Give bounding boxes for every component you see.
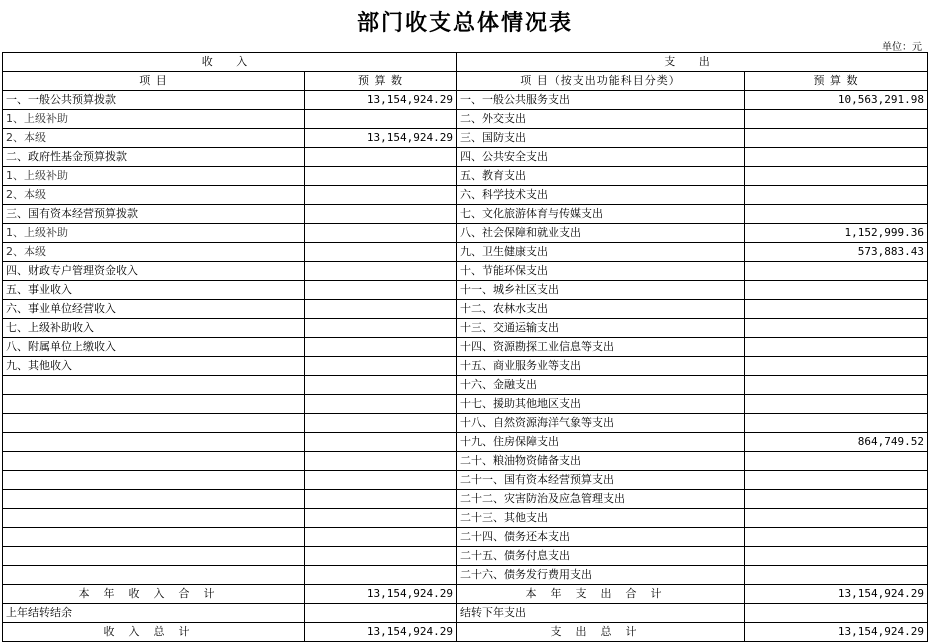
expense-item-cell: 二十五、债务付息支出 [457,547,745,566]
year-income-total-label: 本年收入合计 [3,585,305,604]
expense-budget-cell: 1,152,999.36 [745,224,928,243]
table-row [3,91,928,110]
income-budget-cell [305,509,457,528]
expense-item-cell: 一、一般公共服务支出 [457,91,745,110]
income-budget-cell [305,490,457,509]
expense-item-cell: 七、文化旅游体育与传媒支出 [457,205,745,224]
income-budget-cell [305,148,457,167]
expense-budget-cell: 10,563,291.98 [745,91,928,110]
expense-budget-header: 预 算 数 [745,72,928,91]
expense-budget-cell [745,319,928,338]
expense-budget-cell [745,186,928,205]
income-grand-total-label: 收入总计 [3,623,305,642]
expense-grand-total-value: 13,154,924.29 [745,623,928,642]
income-item-cell [3,471,305,490]
income-item-cell: 一、一般公共预算拨款 [3,91,305,110]
table-row [3,357,928,376]
income-item-cell: 1、上级补助 [3,167,305,186]
expense-budget-cell [745,262,928,281]
income-section-header: 收 入 [3,53,457,72]
expense-grand-total-label: 支出总计 [457,623,745,642]
expense-item-cell: 二十一、国有资本经营预算支出 [457,471,745,490]
expense-item-cell: 十七、援助其他地区支出 [457,395,745,414]
income-item-cell: 1、上级补助 [3,224,305,243]
income-budget-cell [305,376,457,395]
expense-budget-cell [745,167,928,186]
expense-budget-cell [745,110,928,129]
table-row [3,414,928,433]
expense-budget-cell [745,414,928,433]
table-row [3,319,928,338]
expense-item-cell: 五、教育支出 [457,167,745,186]
expense-budget-cell [745,452,928,471]
expense-budget-cell: 864,749.52 [745,433,928,452]
expense-item-cell: 十二、农林水支出 [457,300,745,319]
income-budget-cell [305,243,457,262]
expense-item-cell: 二、外交支出 [457,110,745,129]
expense-budget-cell [745,509,928,528]
table-row [3,338,928,357]
expense-item-cell: 十五、商业服务业等支出 [457,357,745,376]
income-grand-total-value: 13,154,924.29 [305,623,457,642]
table-row [3,452,928,471]
income-item-cell: 六、事业单位经营收入 [3,300,305,319]
table-row [3,205,928,224]
table-row [3,395,928,414]
expense-item-cell: 十、节能环保支出 [457,262,745,281]
grand-total-row [3,623,928,642]
expense-item-cell: 三、国防支出 [457,129,745,148]
table-row [3,110,928,129]
income-budget-cell [305,414,457,433]
expense-budget-cell [745,566,928,585]
income-item-cell: 九、其他收入 [3,357,305,376]
table-row [3,167,928,186]
income-budget-cell [305,566,457,585]
expense-budget-cell [745,205,928,224]
income-budget-cell [305,547,457,566]
table-row [3,186,928,205]
income-item-cell [3,414,305,433]
column-header-row [3,72,928,91]
table-row [3,547,928,566]
table-body [3,91,928,585]
income-item-cell: 八、附属单位上缴收入 [3,338,305,357]
expense-item-cell: 二十二、灾害防治及应急管理支出 [457,490,745,509]
income-budget-cell [305,110,457,129]
income-budget-cell [305,528,457,547]
expense-budget-cell [745,547,928,566]
table-row [3,528,928,547]
income-item-cell [3,376,305,395]
expense-item-cell: 八、社会保障和就业支出 [457,224,745,243]
income-item-cell: 2、本级 [3,243,305,262]
income-item-cell [3,490,305,509]
unit-label: 单位：元 [882,42,922,53]
carryover-row [3,604,928,623]
expense-item-cell: 四、公共安全支出 [457,148,745,167]
expense-item-cell: 九、卫生健康支出 [457,243,745,262]
expense-item-cell: 二十、粮油物资储备支出 [457,452,745,471]
table-row [3,566,928,585]
expense-budget-cell [745,376,928,395]
expense-item-cell: 六、科学技术支出 [457,186,745,205]
expense-section-header: 支 出 [457,53,928,72]
expense-budget-cell [745,490,928,509]
year-expense-total-value: 13,154,924.29 [745,585,928,604]
expense-budget-cell [745,338,928,357]
income-budget-cell [305,471,457,490]
table-row [3,281,928,300]
carryover-expense-value [745,604,928,623]
income-item-header: 项 目 [3,72,305,91]
income-budget-cell [305,395,457,414]
table-row [3,433,928,452]
expense-item-cell: 二十六、债务发行费用支出 [457,566,745,585]
budget-table [2,52,928,642]
income-budget-cell [305,452,457,471]
income-item-cell: 七、上级补助收入 [3,319,305,338]
expense-item-cell: 二十三、其他支出 [457,509,745,528]
expense-budget-cell [745,129,928,148]
income-budget-cell [305,281,457,300]
page-title: 部门收支总体情况表 [356,11,573,36]
expense-budget-cell [745,395,928,414]
carryover-income-value [305,604,457,623]
table-row [3,262,928,281]
carryover-income-label: 上年结转结余 [3,604,305,623]
expense-item-cell: 十九、住房保障支出 [457,433,745,452]
income-budget-cell [305,262,457,281]
income-budget-header: 预 算 数 [305,72,457,91]
income-budget-cell [305,433,457,452]
year-total-row [3,585,928,604]
expense-item-cell: 十一、城乡社区支出 [457,281,745,300]
table-row [3,300,928,319]
income-item-cell [3,395,305,414]
table-row [3,490,928,509]
table-row [3,148,928,167]
expense-budget-cell: 573,883.43 [745,243,928,262]
table-row [3,129,928,148]
expense-item-cell: 十六、金融支出 [457,376,745,395]
section-header-row [3,53,928,72]
table-row [3,243,928,262]
income-budget-cell [305,205,457,224]
expense-budget-cell [745,357,928,376]
expense-item-cell: 十八、自然资源海洋气象等支出 [457,414,745,433]
expense-item-cell: 二十四、债务还本支出 [457,528,745,547]
table-row [3,509,928,528]
income-item-cell: 1、上级补助 [3,110,305,129]
income-item-cell: 2、本级 [3,129,305,148]
income-budget-cell: 13,154,924.29 [305,129,457,148]
income-budget-cell [305,338,457,357]
income-item-cell [3,433,305,452]
income-item-cell [3,509,305,528]
income-item-cell [3,566,305,585]
expense-item-cell: 十四、资源勘探工业信息等支出 [457,338,745,357]
income-item-cell [3,528,305,547]
income-budget-cell [305,224,457,243]
table-row [3,224,928,243]
expense-budget-cell [745,471,928,490]
carryover-expense-label: 结转下年支出 [457,604,745,623]
expense-item-cell: 十三、交通运输支出 [457,319,745,338]
expense-budget-cell [745,528,928,547]
year-income-total-value: 13,154,924.29 [305,585,457,604]
expense-budget-cell [745,300,928,319]
year-expense-total-label: 本年支出合计 [457,585,745,604]
income-item-cell: 五、事业收入 [3,281,305,300]
income-budget-cell [305,186,457,205]
income-budget-cell: 13,154,924.29 [305,91,457,110]
expense-item-header: 项 目（按支出功能科目分类） [457,72,745,91]
income-budget-cell [305,357,457,376]
income-item-cell: 四、财政专户管理资金收入 [3,262,305,281]
income-item-cell: 2、本级 [3,186,305,205]
expense-budget-cell [745,148,928,167]
table-row [3,376,928,395]
income-item-cell [3,547,305,566]
income-item-cell: 三、国有资本经营预算拨款 [3,205,305,224]
income-budget-cell [305,167,457,186]
income-budget-cell [305,319,457,338]
income-budget-cell [305,300,457,319]
expense-budget-cell [745,281,928,300]
table-row [3,471,928,490]
income-item-cell: 二、政府性基金预算拨款 [3,148,305,167]
income-item-cell [3,452,305,471]
